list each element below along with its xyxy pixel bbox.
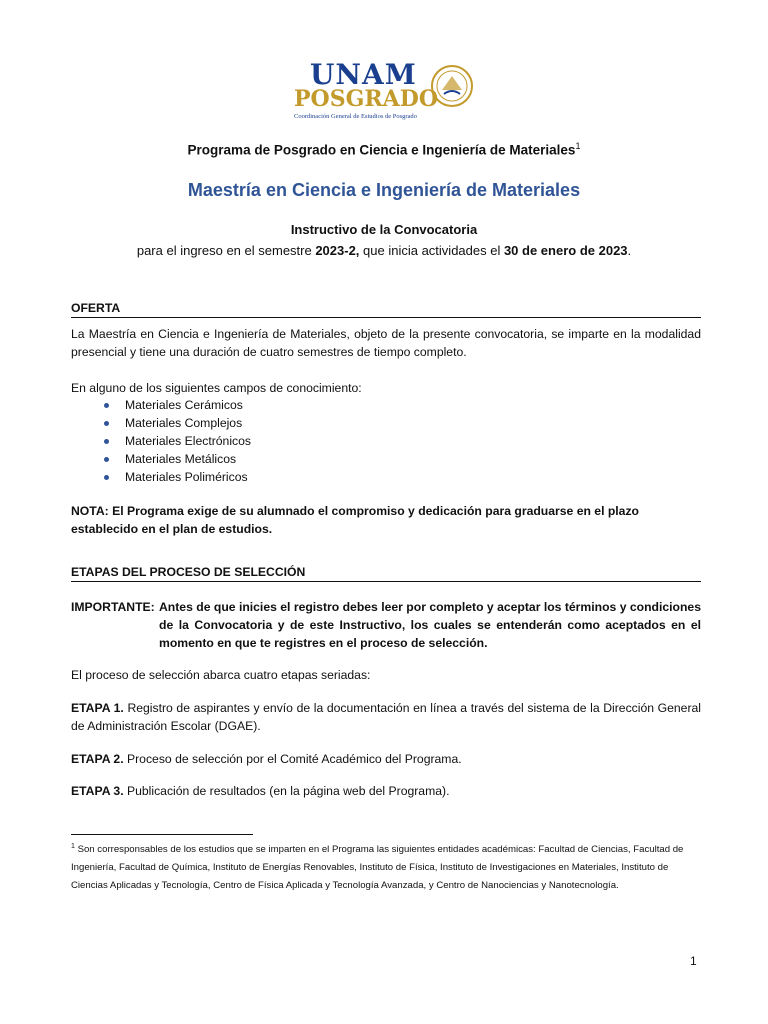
etapa-2-text: Proceso de selección por el Comité Académico del Programa.: [123, 752, 462, 766]
etapa-3-text: Publicación de resultados (en la página web del Programa).: [123, 784, 450, 798]
bullet-icon: [104, 421, 109, 426]
etapa-2-label: ETAPA 2.: [71, 752, 124, 766]
ingreso-mid: que inicia actividades el: [359, 243, 504, 258]
logo-unam-text: UNAM: [310, 58, 417, 91]
bullet-icon: [104, 475, 109, 480]
list-item: [104, 468, 251, 486]
footnote: [71, 838, 701, 895]
bullet-icon: [104, 457, 109, 462]
logo-subtitle: Coordinación General de Estudios de Posgrado: [294, 113, 417, 120]
list-item: [104, 432, 251, 450]
etapa-3-label: ETAPA 3.: [71, 784, 124, 798]
oferta-heading: OFERTA: [71, 301, 121, 315]
ingreso-pre: para el ingreso en el semestre: [136, 243, 316, 258]
instructivo-heading: Instructivo de la Convocatoria: [290, 222, 478, 237]
nota-paragraph: NOTA: El Programa exige de su alumnado el compromiso y dedicación para graduarse en el plazo establecido en el plan de estudios.: [71, 504, 640, 536]
footnote-ref: 1: [575, 141, 581, 151]
program-name: [60, 141, 708, 158]
unam-posgrado-logo: [288, 56, 480, 126]
document-title: Maestría en Ciencia e Ingeniería de Materiales: [187, 180, 581, 200]
bullet-icon: [104, 403, 109, 408]
ingreso-end: .: [627, 243, 632, 258]
list-item: [104, 450, 251, 468]
list-item: [104, 414, 251, 432]
footnote-text: Son corresponsables de los estudios que se imparten en el Programa las siguientes entidades académicas: Facultad de Ciencias, Facultad de Ingeniería, Facultad de Química, Instituto de Energías Renovables, Instituto de Física, Instituto de Investigaciones en Materiales, Instituto de Ciencias Aplicadas y Tecnología, Centro de Física Aplicada y Tecnología Avanzada, y Centro de Nanociencias y Nanotecnología.: [71, 844, 684, 892]
semestre-value: 2023-2,: [315, 243, 360, 258]
campo-label: Materiales Electrónicos: [125, 434, 251, 448]
unam-seal-icon: [430, 64, 474, 108]
oferta-paragraph: La Maestría en Ciencia e Ingeniería de Materiales, objeto de la presente convocatoria, se imparte en la modalidad presencial y tiene una duración de cuatro semestres de tiempo completo.: [71, 327, 701, 359]
bullet-icon: [104, 439, 109, 444]
ingreso-line: [60, 243, 708, 258]
campo-label: Materiales Cerámicos: [125, 398, 243, 412]
etapa-3: [71, 782, 701, 800]
fecha-value: 30 de enero de 2023: [503, 243, 628, 258]
importante-text: Antes de que inicies el registro debes leer por completo y aceptar los términos y condiciones de la Convocatoria y de este Instructivo, los cuales se entenderán como aceptados en el momento en que te registres en el proceso de selección.: [159, 600, 701, 650]
campos-intro: En alguno de los siguientes campos de conocimiento:: [71, 381, 362, 395]
campos-list: [104, 396, 251, 486]
footnote-number: 1: [71, 843, 75, 850]
logo-posgrado-text: POSGRADO: [294, 86, 438, 112]
etapas-rule: [71, 581, 701, 582]
etapa-1: [71, 699, 701, 735]
etapa-1-label: ETAPA 1.: [71, 701, 124, 715]
list-item: [104, 396, 251, 414]
oferta-rule: [71, 317, 701, 318]
etapa-2: [71, 750, 701, 768]
importante-label: IMPORTANTE:: [71, 600, 155, 614]
etapa-1-text: Registro de aspirantes y envío de la documentación en línea a través del sistema de la Dirección General de Administración Escolar (DGAE).: [71, 701, 701, 733]
program-name-text: Programa de Posgrado en Ciencia e Ingeniería de Materiales: [187, 142, 576, 158]
footnote-rule: [71, 834, 253, 835]
abarca-paragraph: El proceso de selección abarca cuatro etapas seriadas:: [71, 668, 371, 682]
campo-label: Materiales Complejos: [125, 416, 243, 430]
campo-label: Materiales Poliméricos: [125, 470, 248, 484]
page-number: 1: [690, 954, 697, 968]
etapas-heading: ETAPAS DEL PROCESO DE SELECCIÓN: [71, 565, 306, 579]
campo-label: Materiales Metálicos: [125, 452, 237, 466]
